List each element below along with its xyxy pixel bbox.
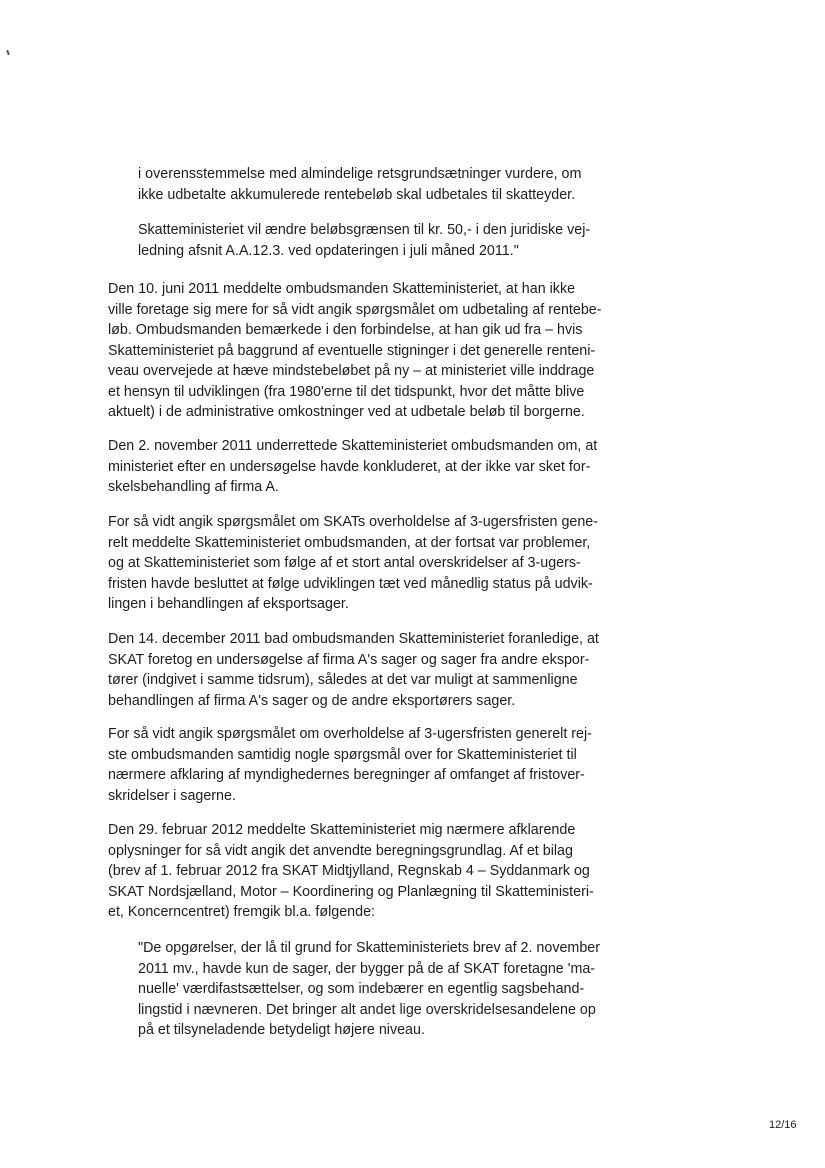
text-line: et hensyn til udviklingen (fra 1980'erne til det tidspunkt, hvor det måtte blive (108, 383, 585, 400)
text-line: skelsbehandling af firma A. (108, 479, 279, 495)
text-line: lingen i behandlingen af eksportsager. (108, 596, 349, 612)
text-line: (brev af 1. februar 2012 fra SKAT Midtjylland, Regnskab 4 – Syddanmark og (108, 863, 590, 879)
text-line: løb. Ombudsmanden bemærkede i den forbindelse, at han gik ud fra – hvis (108, 322, 583, 338)
text-line: ikke udbetalte akkumulerede rentebeløb skal udbetales til skatteyder. (138, 186, 576, 203)
text-line: og at Skatteministeriet som følge af et stort antal overskridelser af 3-ugers- (108, 555, 581, 571)
body-paragraph (108, 820, 628, 923)
text-line: For så vidt angik spørgsmålet om overholdelse af 3-ugersfristen generelt rej- (108, 726, 592, 742)
body-paragraph (108, 279, 628, 423)
quote-paragraph (138, 220, 608, 261)
text-line: nuelle' værdifastsættelser, og som indebærer en egentlig sagsbehand- (138, 981, 585, 997)
text-line: For så vidt angik spørgsmålet om SKATs overholdelse af 3-ugersfristen gene- (108, 514, 599, 530)
body-paragraph (108, 436, 628, 498)
quote-paragraph (138, 938, 608, 1041)
text-line: Den 2. november 2011 underrettede Skatteministeriet ombudsmanden om, at (108, 438, 598, 454)
body-paragraph (108, 512, 628, 615)
text-line: på et tilsyneladende betydeligt højere niveau. (138, 1022, 425, 1038)
text-line: aktuelt) i de administrative omkostninger ved at udbetale beløb til borgerne. (108, 404, 585, 420)
text-line: oplysninger for så vidt angik det anvendte beregningsgrundlag. Af et bilag (108, 842, 573, 859)
body-paragraph (108, 724, 628, 806)
quote-continuation (138, 164, 608, 205)
text-line: i overensstemmelse med almindelige retsgrundsætninger vurdere, om (138, 166, 582, 182)
text-line: Den 10. juni 2011 meddelte ombudsmanden Skatteministeriet, at han ikke (108, 281, 576, 297)
text-line: behandlingen af firma A's sager og de andre eksportørers sager. (108, 692, 516, 709)
body-paragraph (108, 629, 628, 711)
scan-mark (6, 50, 10, 55)
text-line: ministeriet efter en undersøgelse havde konkluderet, at der ikke var sket for- (108, 458, 591, 475)
text-line: 2011 mv., havde kun de sager, der bygger på de af SKAT foretagne 'ma- (138, 960, 596, 977)
text-line: fristen havde besluttet at følge udviklingen tæt ved månedlig status på udvik- (108, 575, 593, 592)
text-line: ledning afsnit A.A.12.3. ved opdateringen i juli måned 2011." (138, 242, 519, 259)
text-line: ste ombudsmanden samtidig nogle spørgsmål over for Skatteministeriet til (108, 746, 577, 763)
text-line: nærmere afklaring af myndighedernes beregninger af omfanget af fristover- (108, 767, 585, 783)
text-line: Skatteministeriet vil ændre beløbsgrænsen til kr. 50,- i den juridiske vej- (138, 222, 591, 238)
text-line: Skatteministeriet på baggrund af eventuelle stigninger i det generelle renteni- (108, 342, 596, 359)
text-line: lingstid i nævneren. Det bringer alt andet lige overskridelsesandelene op (138, 1001, 596, 1018)
text-line: ville foretage sig mere for så vidt angik spørgsmålet om udbetaling af rentebe- (108, 301, 602, 318)
text-line: skridelser i sagerne. (108, 787, 236, 804)
page-number: 12/16 (769, 1119, 797, 1131)
text-line: et, Koncerncentret) fremgik bl.a. følgende: (108, 904, 376, 920)
text-line: SKAT Nordsjælland, Motor – Koordinering og Planlægning til Skatteministeri- (108, 883, 594, 900)
text-line: tører (indgivet i samme tidsrum), således at det var muligt at sammenligne (108, 672, 578, 688)
text-line: veau overvejede at hæve mindstebeløbet på ny – at ministeriet ville inddrage (108, 363, 595, 379)
text-line: Den 14. december 2011 bad ombudsmanden Skatteministeriet foranledige, at (108, 631, 599, 647)
text-line: "De opgørelser, der lå til grund for Skatteministeriets brev af 2. november (138, 940, 600, 956)
text-line: SKAT foretog en undersøgelse af firma A's sager og sager fra andre ekspor- (108, 651, 590, 668)
text-line: Den 29. februar 2012 meddelte Skatteministeriet mig nærmere afklarende (108, 822, 576, 838)
text-line: relt meddelte Skatteministeriet ombudsmanden, at der fortsat var problemer, (108, 534, 591, 551)
